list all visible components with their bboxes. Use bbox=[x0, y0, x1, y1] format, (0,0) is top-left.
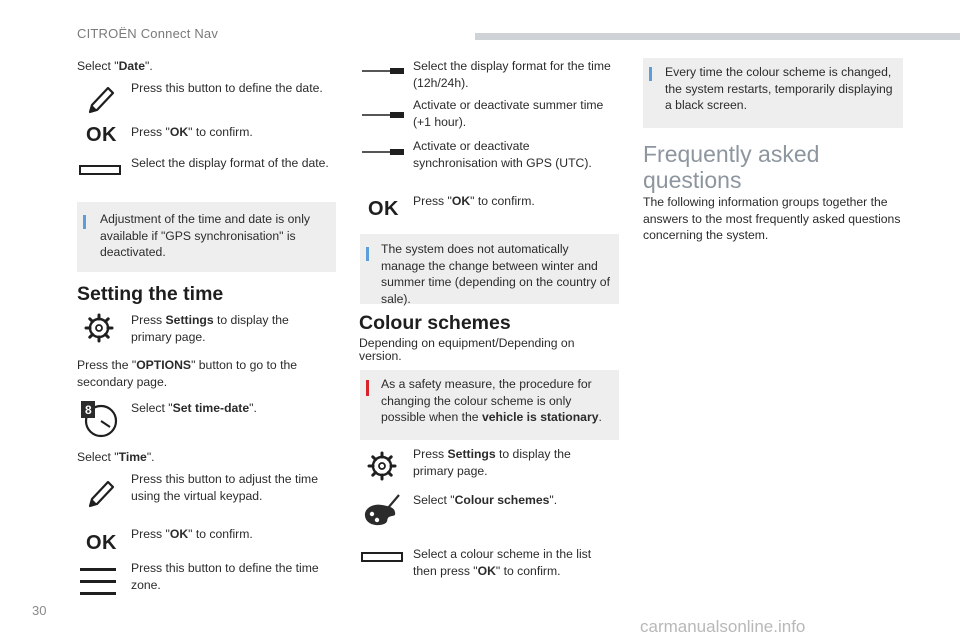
press-settings-text: Press Settings to display the primary page. bbox=[131, 313, 289, 344]
section-heading-faq: Frequently asked questions bbox=[643, 141, 820, 193]
adjust-time-text: Press this button to adjust the time using the virtual keypad. bbox=[131, 472, 318, 503]
press-options-text: Press the "OPTIONS" button to go to the secondary page. bbox=[77, 358, 298, 389]
info-marker-icon bbox=[366, 247, 369, 261]
info-marker-icon bbox=[83, 215, 86, 229]
ok-confirm-text: Press "OK" to confirm. bbox=[131, 527, 253, 541]
ok-confirm-text: Press "OK" to confirm. bbox=[413, 194, 535, 208]
toggle-slider-icon bbox=[362, 110, 404, 120]
gps-sync-text: Activate or deactivate synchronisation with GPS (UTC). bbox=[413, 139, 592, 170]
settings-gear-icon bbox=[84, 313, 114, 343]
info-note-text: Every time the colour scheme is changed, the system restarts, temporarily displaying a black screen. bbox=[665, 65, 893, 112]
header-bar bbox=[475, 33, 960, 40]
pencil-icon bbox=[86, 478, 116, 510]
select-time-text: Select "Time". bbox=[77, 450, 155, 464]
pencil-icon bbox=[86, 84, 116, 116]
ok-icon: OK bbox=[86, 124, 117, 146]
define-zone-text: Press this button to define the time zone. bbox=[131, 561, 319, 592]
ok-icon: OK bbox=[368, 198, 399, 220]
toggle-slider-icon bbox=[362, 147, 404, 157]
format-bar-icon bbox=[79, 165, 121, 177]
info-note bbox=[643, 58, 903, 128]
select-colour-text: Select "Colour schemes". bbox=[413, 493, 558, 507]
info-note-text: Adjustment of the time and date is only available if "GPS synchronisation" is deactivated. bbox=[100, 212, 311, 259]
settings-gear-icon bbox=[367, 451, 397, 481]
define-date-text: Press this button to define the date. bbox=[131, 81, 323, 95]
select-time-date-text: Select "Set time-date". bbox=[131, 401, 257, 415]
toggle-slider-icon bbox=[362, 66, 404, 76]
display-format-date-text: Select the display format of the date. bbox=[131, 156, 329, 170]
press-settings-text: Press Settings to display the primary page. bbox=[413, 447, 571, 478]
info-note bbox=[77, 202, 336, 272]
manual-header-title: CITROËN Connect Nav bbox=[77, 26, 219, 41]
select-date-text: Select "Date". bbox=[77, 59, 153, 73]
format-time-text: Select the display format for the time (12h/24h). bbox=[413, 59, 611, 90]
ok-confirm-text: Press "OK" to confirm. bbox=[131, 125, 253, 139]
badge-digit: 8 bbox=[85, 403, 92, 417]
warning-note-text: As a safety measure, the procedure for changing the colour scheme is only possible when the vehicle is stationary. bbox=[381, 377, 602, 424]
ok-icon: OK bbox=[86, 532, 117, 554]
depending-text: Depending on equipment/Depending on version. bbox=[359, 336, 575, 363]
page-number: 30 bbox=[32, 603, 47, 618]
info-note-text: The system does not automatically manage the change between winter and summer time (depending on the country of sale). bbox=[381, 242, 610, 306]
faq-intro-text: The following information groups together the answers to the most frequently asked questions concerning the system. bbox=[643, 195, 901, 242]
info-note bbox=[360, 234, 619, 304]
format-bar-icon bbox=[361, 552, 403, 564]
section-heading-colour: Colour schemes bbox=[359, 312, 511, 334]
info-marker-icon bbox=[649, 67, 652, 81]
summer-time-text: Activate or deactivate summer time (+1 hour). bbox=[413, 98, 604, 129]
warning-marker-icon bbox=[366, 380, 369, 396]
warning-note bbox=[360, 370, 619, 440]
section-heading-time: Setting the time bbox=[77, 283, 224, 305]
palette-brush-icon bbox=[362, 493, 402, 529]
menu-lines-icon bbox=[80, 566, 116, 598]
watermark: carmanualsonline.info bbox=[640, 617, 806, 636]
select-scheme-text: Select a colour scheme in the list then press "OK" to confirm. bbox=[413, 547, 592, 578]
